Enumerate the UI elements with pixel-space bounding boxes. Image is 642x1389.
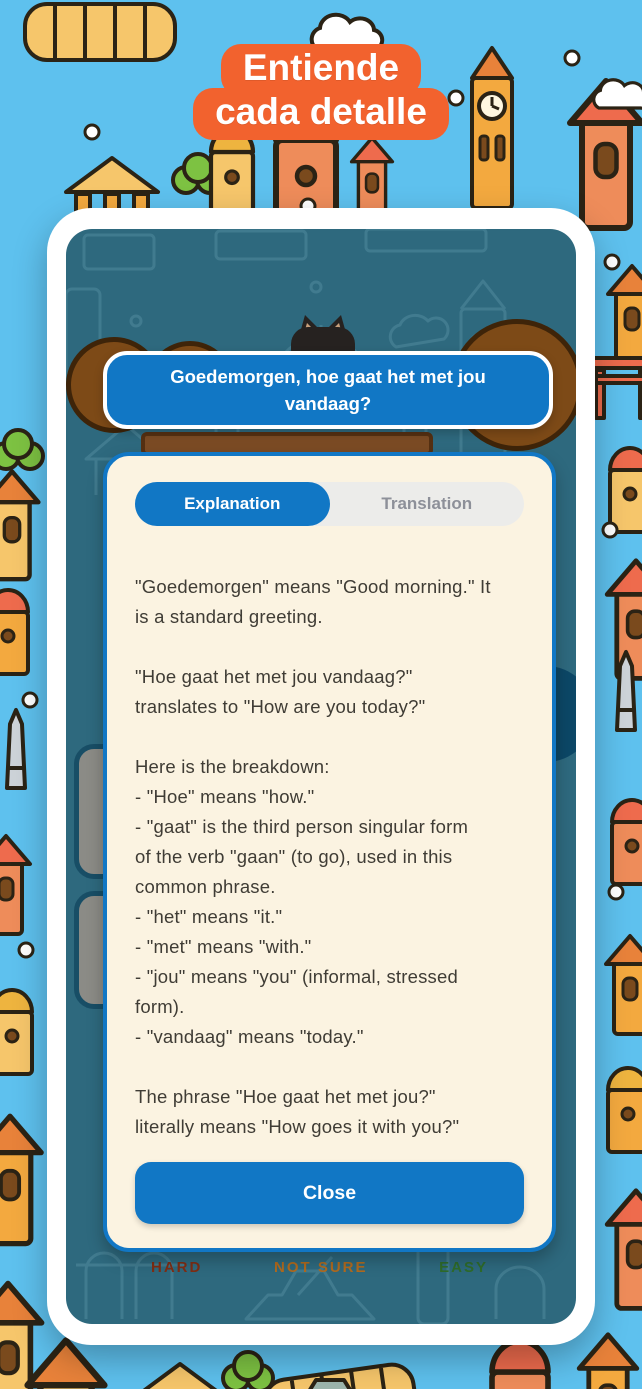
rating-hard-label: HARD bbox=[151, 1259, 203, 1276]
phone-frame bbox=[47, 208, 595, 1345]
headline-line-1: Entiende bbox=[221, 44, 421, 97]
rating-easy-label: EASY bbox=[439, 1259, 488, 1276]
explanation-paragraph: "Hoe gaat het met jou vandaag?" translates to "How are you today?" bbox=[135, 666, 426, 717]
tab-bar bbox=[135, 482, 524, 526]
explanation-content bbox=[135, 572, 524, 1162]
tab-translation[interactable] bbox=[330, 482, 525, 526]
lesson-card bbox=[66, 229, 576, 1324]
headline-line-2: cada detalle bbox=[193, 88, 449, 141]
rating-not-sure-label: NOT SURE bbox=[273, 1259, 368, 1276]
question-text: Goedemorgen, hoe gaat het met jou vandaag? bbox=[170, 366, 486, 414]
close-button[interactable]: Close bbox=[135, 1162, 524, 1224]
explanation-paragraph: "Goedemorgen" means "Good morning." It is a standard greeting. bbox=[135, 576, 491, 627]
tab-explanation[interactable] bbox=[135, 482, 330, 526]
question-bubble bbox=[103, 351, 553, 429]
tab-explanation-label: Explanation bbox=[184, 494, 281, 513]
tab-translation-label: Translation bbox=[381, 494, 473, 513]
explanation-paragraph: Here is the breakdown: - "Hoe" means "how." - "gaat" is the third person singular form of the verb "gaan" (to go), used in this common phrase. - "het" means "it." - "met" means "with." - "jou" means "you" (informal, stressed form). - "vandaag" means "today." bbox=[135, 756, 469, 1047]
explanation-panel bbox=[103, 452, 556, 1252]
difficulty-rating-bar bbox=[66, 1259, 576, 1276]
explanation-paragraph: The phrase "Hoe gaat het met jou?" literally means "How goes it with you?" bbox=[135, 1086, 460, 1137]
